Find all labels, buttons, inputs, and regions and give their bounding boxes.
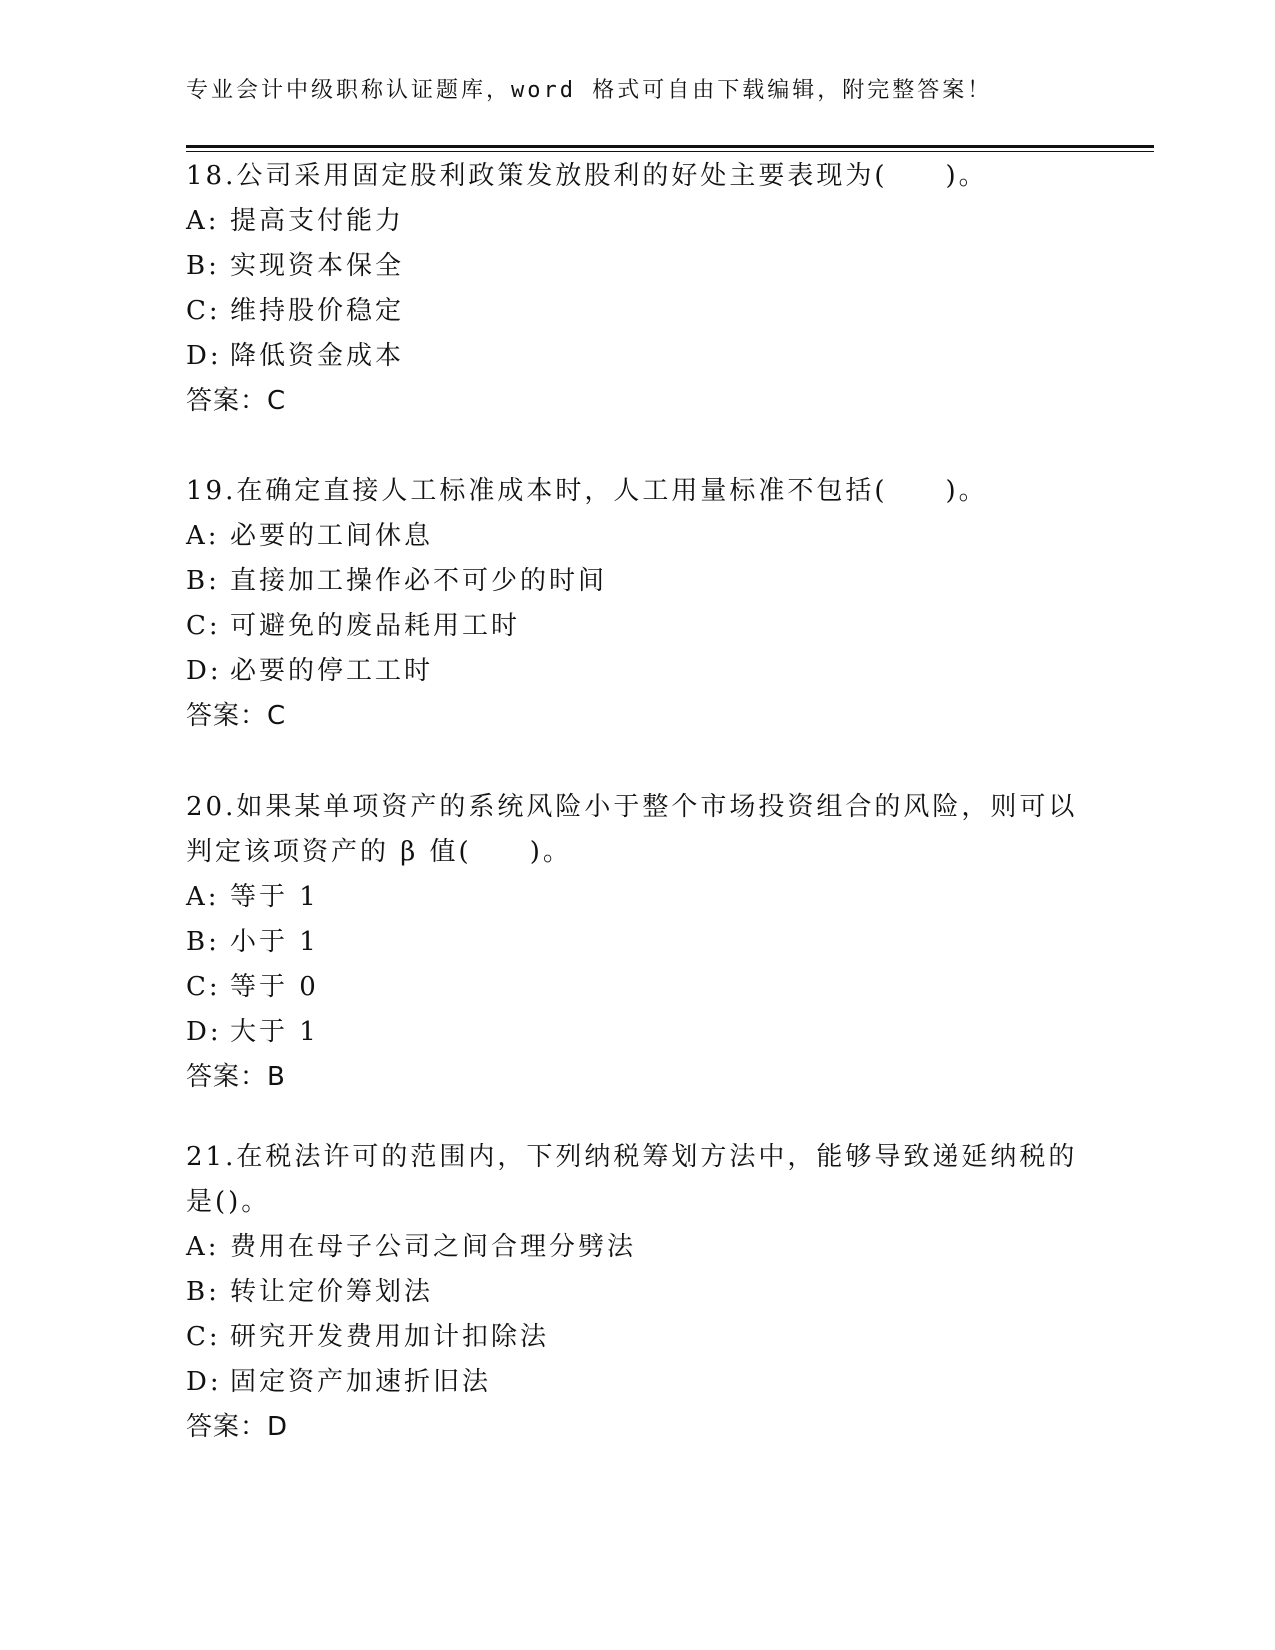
answer: 答案：D [186,1412,289,1442]
question-stem: 21.在税法许可的范围内，下列纳税筹划方法中，能够导致递延纳税的是()。 [186,1142,1078,1217]
option-letter: B: [186,566,220,596]
option-text: 可避免的废品耗用工时 [230,611,521,641]
option-text: 提高支付能力 [230,206,405,236]
option-d [186,1360,1086,1405]
option-c [186,604,1086,649]
option-text: 维持股价稳定 [230,296,405,326]
option-letter: D: [186,656,222,686]
question-19 [186,469,1086,739]
header-note: 专业会计中级职称认证题库，word 格式可自由下载编辑，附完整答案！ [186,78,993,103]
question-stem: 20.如果某单项资产的系统风险小于整个市场投资组合的风险，则可以判定该项资产的 β 值( )。 [186,792,1078,867]
option-letter: B: [186,927,220,957]
option-d [186,649,1086,694]
option-c [186,289,1086,334]
question-stem: 18.公司采用固定股利政策发放股利的好处主要表现为( )。 [186,161,988,191]
option-letter: C: [186,296,221,326]
option-b [186,1270,1086,1315]
option-letter: A: [186,882,220,912]
answer: 答案：C [186,701,287,731]
option-text: 等于 1 [230,882,319,912]
option-letter: D: [186,341,222,371]
option-text: 转让定价筹划法 [230,1277,434,1307]
header-rule-thick [186,145,1154,148]
option-text: 固定资产加速折旧法 [230,1367,492,1397]
option-a [186,514,1086,559]
option-a [186,875,1086,920]
option-text: 费用在母子公司之间合理分劈法 [230,1232,637,1262]
option-letter: D: [186,1017,222,1047]
option-c [186,1315,1086,1360]
option-text: 必要的工间休息 [230,521,434,551]
option-letter: B: [186,1277,220,1307]
question-21 [186,1135,1086,1450]
option-letter: A: [186,206,220,236]
answer: 答案：C [186,386,287,416]
option-text: 研究开发费用加计扣除法 [230,1322,550,1352]
option-letter: C: [186,611,221,641]
option-c [186,965,1086,1010]
option-letter: B: [186,251,220,281]
option-text: 降低资金成本 [230,341,405,371]
option-b [186,920,1086,965]
option-letter: D: [186,1367,222,1397]
option-letter: A: [186,521,220,551]
option-text: 实现资本保全 [230,251,405,281]
option-text: 大于 1 [230,1017,319,1047]
option-text: 小于 1 [230,927,319,957]
option-b [186,559,1086,604]
option-text: 直接加工操作必不可少的时间 [230,566,608,596]
option-text: 必要的停工工时 [230,656,434,686]
option-d [186,1010,1086,1055]
option-letter: C: [186,972,221,1002]
question-18 [186,154,1086,424]
question-stem: 19.在确定直接人工标准成本时，人工用量标准不包括( )。 [186,476,988,506]
question-20 [186,785,1086,1100]
option-a [186,199,1086,244]
answer: 答案：B [186,1062,286,1092]
option-a [186,1225,1086,1270]
option-d [186,334,1086,379]
header-rule-thin [186,151,1154,152]
option-letter: C: [186,1322,221,1352]
option-letter: A: [186,1232,220,1262]
option-text: 等于 0 [230,972,319,1002]
option-b [186,244,1086,289]
